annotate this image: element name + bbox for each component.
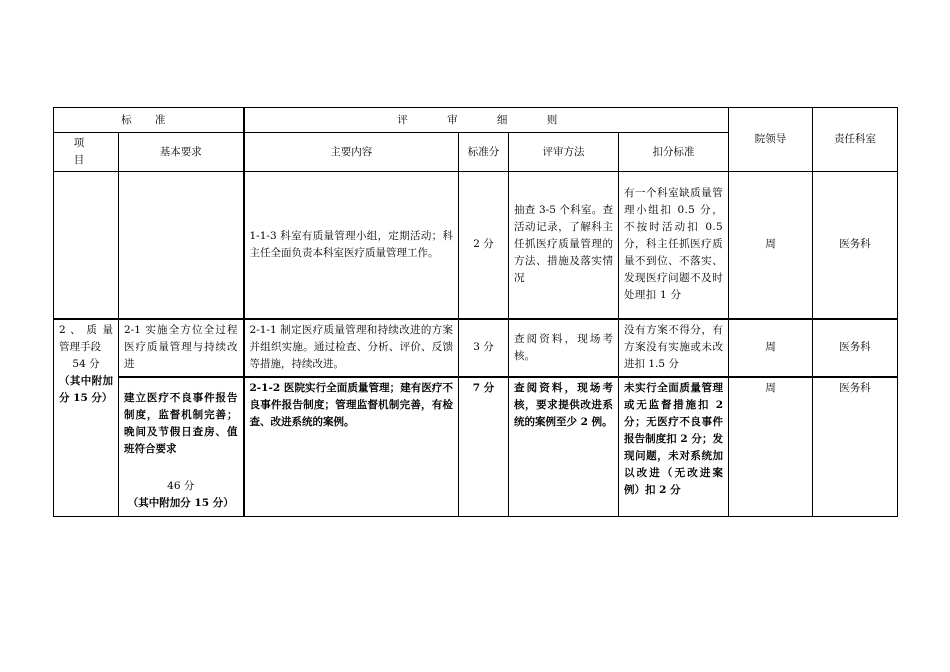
header-review-details: 评 审 细 则	[244, 108, 729, 133]
row2-basic-req: 2-1 实施全方位全过程医疗质量管理与持续改进	[119, 319, 244, 377]
header-method: 评审方法	[509, 133, 619, 172]
row1-leader: 周	[729, 172, 813, 319]
row2-deduction: 没有方案不得分，有方案没有实施或未改进扣 1.5 分	[619, 319, 729, 377]
row1-basic-req	[119, 172, 244, 319]
row3-basic-req-score: 46 分	[167, 479, 195, 492]
row2-dept: 医务科	[813, 319, 898, 377]
row3-main-content: 2-1-2 医院实行全面质量管理；建有医疗不良事件报告制度；管理监督机制完善，有检查、改进系统的案例。	[244, 377, 459, 517]
row3-basic-req	[119, 377, 244, 517]
row3-basic-req-extra: （其中附加分 15 分）	[127, 496, 234, 509]
table-row	[54, 172, 898, 319]
header-main-content: 主要内容	[244, 133, 459, 172]
row3-dept: 医务科	[813, 377, 898, 517]
row1-main-content: 1-1-3 科室有质量管理小组，定期活动；科主任全面负责本科室医疗质量管理工作。	[244, 172, 459, 319]
row1-deduction: 有一个科室缺质量管理小组扣 0.5 分，不按时活动扣 0.5 分，科主任抓医疗质量不到位、不落实、发现医疗问题不及时处理扣 1 分	[619, 172, 729, 319]
row2-item-title: 2 、 质 量管理手段	[59, 323, 113, 353]
row2-leader: 周	[729, 319, 813, 377]
row1-dept: 医务科	[813, 172, 898, 319]
row2-item-score: 54 分	[72, 357, 100, 370]
header-leader: 院领导	[729, 108, 813, 172]
header-item: 项 目	[54, 133, 119, 172]
row3-score: 7 分	[459, 377, 509, 517]
header-deduction: 扣分标准	[619, 133, 729, 172]
row3-basic-req-text: 建立医疗不良事件报告制度，监督机制完善；晚间及节假日查房、值班符合要求	[124, 391, 238, 455]
header-score: 标准分	[459, 133, 509, 172]
table-row	[54, 319, 898, 377]
row1-score: 2 分	[459, 172, 509, 319]
header-dept: 责任科室	[813, 108, 898, 172]
row2-item-extra: （其中附加 分 15 分）	[59, 374, 113, 404]
row3-leader: 周	[729, 377, 813, 517]
row1-item	[54, 172, 119, 319]
row2-method: 查阅资料，现场考核。	[509, 319, 619, 377]
header-row-1	[54, 108, 898, 133]
row3-deduction: 未实行全面质量管理或无监督措施扣 2 分；无医疗不良事件报告制度扣 2 分；发现问题，未对系统加以改进（无改进案例）扣 2 分	[619, 377, 729, 517]
header-basic-req: 基本要求	[119, 133, 244, 172]
row2-main-content: 2-1-1 制定医疗质量管理和持续改进的方案并组织实施。通过检查、分析、评价、反馈等措施，持续改进。	[244, 319, 459, 377]
row2-score: 3 分	[459, 319, 509, 377]
row2-item	[54, 319, 119, 517]
table-row	[54, 377, 898, 517]
review-table	[53, 107, 898, 517]
row3-method: 查阅资料，现场考核，要求提供改进系统的案例至少 2 例。	[509, 377, 619, 517]
row1-method: 抽查 3-5 个科室。查活动记录，了解科主任抓医疗质量管理的方法、措施及落实情况	[509, 172, 619, 319]
header-standard: 标 准	[54, 108, 244, 133]
